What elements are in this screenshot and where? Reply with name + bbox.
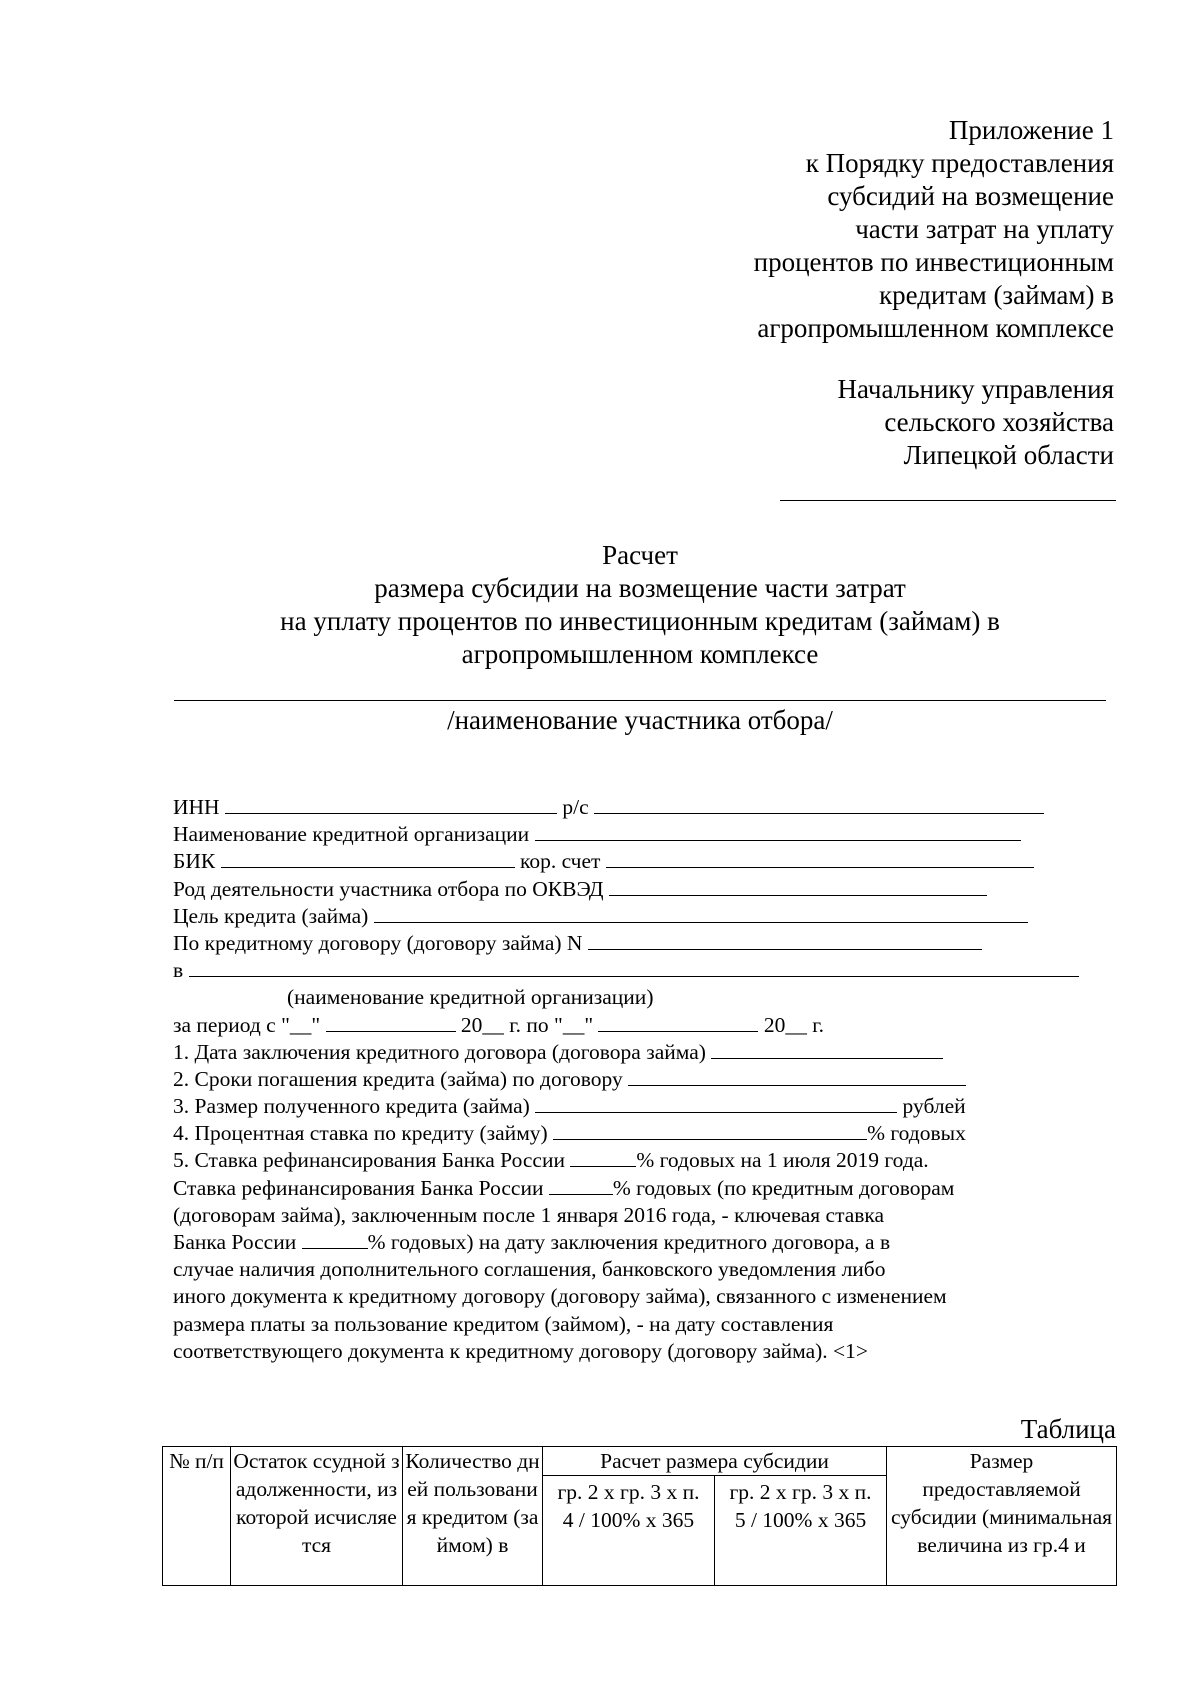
appendix-line: субсидий на возмещение: [827, 181, 1114, 211]
table-header-formula-2: гр. 2 х гр. 3 х п. 5 / 100% х 365: [715, 1476, 887, 1586]
in-label: в: [173, 958, 184, 983]
purpose-blank[interactable]: [374, 904, 1028, 923]
item-4-unit: % годовых: [867, 1121, 966, 1146]
item-2-label: 2. Сроки погашения кредита (займа) по договору: [173, 1066, 623, 1091]
bank-row: [173, 957, 1123, 984]
appendix-line: процентов по инвестиционным: [753, 247, 1114, 277]
period-year2-label: 20__ г.: [763, 1012, 824, 1037]
paragraph-line: соответствующего документа к кредитному договору (договору займа). <1>: [173, 1338, 869, 1363]
account-label: р/с: [562, 795, 589, 819]
item-3-blank[interactable]: [535, 1094, 897, 1113]
item-1-label: 1. Дата заключения кредитного договора (договора займа): [173, 1039, 706, 1064]
appendix-header: [754, 114, 1114, 345]
title-line: Расчет: [602, 540, 678, 570]
table-header-number: № п/п: [163, 1447, 231, 1586]
addressee-line: Начальнику управления: [837, 374, 1114, 404]
paragraph-line: [173, 1229, 1123, 1256]
bik-label: БИК: [173, 849, 216, 874]
item-2-row: [173, 1066, 1123, 1093]
credit-org-caption: (наименование кредитной организации): [287, 985, 654, 1010]
item-1-row: [173, 1039, 1123, 1066]
contract-label: По кредитному договору (договору займа) N: [173, 930, 583, 955]
purpose-row: [173, 903, 1123, 930]
item-2-blank[interactable]: [628, 1067, 966, 1086]
para-1-tail: % годовых (по кредитным договорам: [612, 1175, 955, 1200]
appendix-line: агропромышленном комплексе: [757, 313, 1114, 343]
bank-caption-row: [173, 984, 1123, 1011]
addressee-line: Липецкой области: [903, 440, 1114, 470]
participant-name-blank[interactable]: [174, 700, 1106, 701]
appendix-line: кредитам (займам) в: [879, 280, 1114, 310]
paragraph-line: случае наличия дополнительного соглашения, банковского уведомления либо: [173, 1257, 886, 1282]
paragraph-line: [173, 1175, 1123, 1202]
item-4-row: [173, 1120, 1123, 1147]
item-3-label: 3. Размер полученного кредита (займа): [173, 1094, 530, 1119]
table-header-formula-1: гр. 2 х гр. 3 х п. 4 / 100% х 365: [543, 1476, 715, 1586]
calculation-table: [162, 1446, 1117, 1586]
item-3-row: [173, 1093, 1123, 1120]
period-row: [173, 1012, 1123, 1039]
title-line: на уплату процентов по инвестиционным кредитам (займам) в: [280, 606, 1000, 636]
item-3-unit: рублей: [902, 1094, 966, 1119]
bik-blank[interactable]: [221, 849, 515, 868]
contract-number-blank[interactable]: [588, 931, 982, 950]
bik-row: [173, 848, 1123, 875]
item-5-label: 5. Ставка рефинансирования Банка России: [173, 1148, 565, 1173]
corr-account-blank[interactable]: [606, 849, 1034, 868]
table-header-subsidy: Размер предоставляемой субсидии (минимальная величина из гр.4 и: [887, 1447, 1117, 1586]
appendix-line: Приложение 1: [948, 115, 1114, 145]
period-to-month-blank[interactable]: [598, 1013, 758, 1032]
addressee-signature-blank[interactable]: [780, 500, 1116, 501]
para-1-blank[interactable]: [549, 1176, 613, 1195]
addressee-line: сельского хозяйства: [884, 407, 1114, 437]
para-3-blank[interactable]: [302, 1230, 368, 1249]
document-title: [170, 539, 1110, 671]
credit-org-blank[interactable]: [535, 822, 1021, 841]
item-5-tail: % годовых на 1 июля 2019 года.: [636, 1148, 929, 1173]
paragraph-line: размера платы за пользование кредитом (займом), - на дату составления: [173, 1311, 834, 1336]
paragraph-line: (договорам займа), заключенным после 1 января 2016 года, - ключевая ставка: [173, 1202, 885, 1227]
title-line: размера субсидии на возмещение части затрат: [374, 573, 906, 603]
account-blank[interactable]: [594, 795, 1044, 814]
inn-blank[interactable]: [225, 795, 557, 814]
period-year-label: 20__ г. по "__": [460, 1012, 594, 1037]
table-label: Таблица: [1020, 1414, 1116, 1444]
title-line: агропромышленном комплексе: [461, 639, 819, 669]
period-from-month-blank[interactable]: [326, 1013, 456, 1032]
okved-blank[interactable]: [609, 877, 987, 896]
item-4-blank[interactable]: [553, 1121, 867, 1140]
credit-org-label: Наименование кредитной организации: [173, 822, 530, 847]
corr-account-label: кор. счет: [519, 849, 601, 874]
participant-caption: /наименование участника отбора/: [447, 705, 833, 735]
okved-row: [173, 876, 1123, 903]
inn-row: [173, 794, 1123, 821]
para-3-label: Банка России: [173, 1230, 297, 1254]
appendix-line: к Порядку предоставления: [805, 148, 1114, 178]
paragraph-line: иного документа к кредитному договору (договору займа), связанного с изменением: [173, 1284, 947, 1309]
item-5-blank[interactable]: [570, 1148, 636, 1167]
form-body: [173, 794, 1123, 1365]
para-3-tail: % годовых) на дату заключения кредитного договора, а в: [367, 1230, 891, 1254]
addressee-block: [838, 373, 1114, 472]
table-header-balance: Остаток ссудной задолженности, из которой исчисляется: [231, 1447, 403, 1586]
okved-label: Род деятельности участника отбора по ОКВЭД: [173, 876, 604, 901]
item-1-blank[interactable]: [711, 1040, 943, 1059]
appendix-line: части затрат на уплату: [855, 214, 1114, 244]
table-header-calc-group: Расчет размера субсидии: [543, 1447, 887, 1476]
contract-row: [173, 930, 1123, 957]
period-from-label: за период с "__": [173, 1012, 321, 1037]
table-header-days: Количество дней пользования кредитом (займом) в: [403, 1447, 543, 1586]
inn-label: ИНН: [173, 795, 220, 819]
item-5-row: [173, 1147, 1123, 1174]
purpose-label: Цель кредита (займа): [173, 903, 369, 928]
credit-org-row: [173, 821, 1123, 848]
bank-name-blank[interactable]: [189, 958, 1079, 977]
item-4-label: 4. Процентная ставка по кредиту (займу): [173, 1121, 548, 1146]
para-1-label: Ставка рефинансирования Банка России: [173, 1175, 544, 1200]
